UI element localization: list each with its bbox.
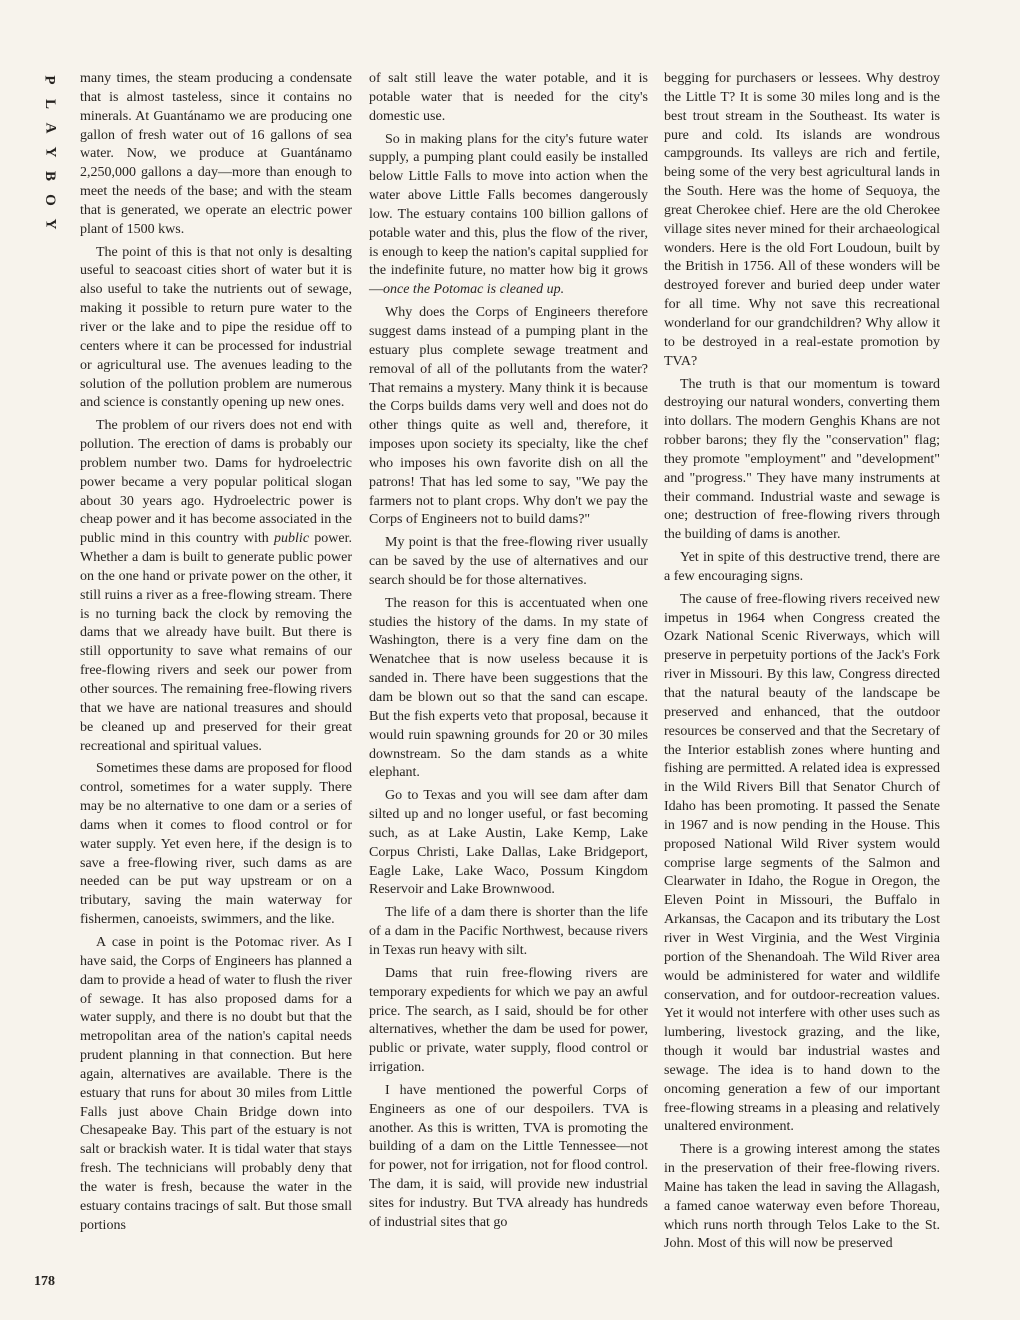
text-run: The problem of our rivers does not end with pollution. The erection of dams is probably our problem number two. Dams for hydroelectric power became a very popular political slogan about 30 years ago. Hydroelectric power is cheap power and it has become associated in the public mind in this country with [80, 418, 352, 547]
paragraph: A case in point is the Potomac river. As I have said, the Corps of Engineers has planned a dam to provide a head of water to flush the river of sewage. It has also proposed dams for a water supply, and there is no doubt but that the metropolitan area of the nation's capital needs prudent planning in that connection. But here again, alternatives are available. There is the estuary that runs for about 30 miles from Little Falls just above Chain Bridge down into Chesapeake Bay. This part of the estuary is not salt or brackish water. It is tidal water that stays fresh. The technicians will probably deny that the water is fresh, because the water in the estuary contains tracings of salt. But those small portions [80, 934, 352, 1233]
paragraph: The reason for this is accentuated when one studies the history of the dams. In my state of Washington, there is a very fine dam on the Wenatchee that is now useless because it is sanded in. There have been suggestions that the dam be blown out so that the sand can escape. But the fish experts veto that proposal, because it would ruin spawning grounds for 20 or 30 miles downstream. So the dam stands as a white elephant. [369, 595, 648, 781]
paragraph: The life of a dam there is shorter than the life of a dam in the Pacific Northwest, because rivers in Texas run heavy with silt. [369, 905, 648, 958]
masthead-letter: P [41, 75, 58, 85]
masthead-letter: B [41, 170, 58, 182]
paragraph: Sometimes these dams are proposed for flood control, sometimes for a water supply. There may be no alternative to one dam or a series of dams when it comes to flood control or for water supply. Yet even here, if the design is to save a free-flowing river, such dams as are needed can be put way upstream or on a tributary, saving the main waterway for fishermen, canoeists, swimmers, and the like. [80, 761, 352, 928]
paragraph [80, 417, 352, 756]
italic-text: once the Potomac is cleaned up. [383, 282, 565, 298]
text-column-1 [80, 70, 352, 1239]
text-column-3 [664, 70, 940, 1258]
masthead [38, 68, 62, 236]
paragraph: begging for purchasers or lessees. Why destroy the Little T? It is some 30 miles long and is the best trout stream in the Southeast. Its water is pure and cold. Its islands are wondrous campgrounds. Its valleys are rich and fertile, being some of the very best agricultural lands in the South. Here was the home of Sequoya, the great Cherokee chief. Here are the old Cherokee village sites never mined for their archaeological wonders. Here is the old Fort Loudoun, built by the British in 1756. All of these wonders will be destroyed forever and buried deep under water for all time. Why not save this recreational wonderland for our grandchildren? Why allow it to be destroyed in a real-estate promotion by TVA? [664, 71, 940, 369]
masthead-letter: A [42, 122, 58, 134]
italic-text: public [274, 531, 310, 547]
text-column-2 [369, 70, 648, 1237]
paragraph: Go to Texas and you will see dam after dam silted up and no longer useful, or fast becoming such, as at Lake Austin, Lake Kemp, Lake Corpus Christi, Lake Dallas, Lake Bridgeport, Eagle Lake, Lake Waco, Possum Kingdom Reservoir and Lake Brownwood. [369, 788, 648, 898]
masthead-letter: Y [42, 218, 58, 230]
page-number: 178 [34, 1274, 55, 1289]
masthead-letter: L [41, 98, 58, 110]
text-run: So in making plans for the city's future water supply, a pumping plant could easily be installed below Little Falls to move into action when the water above Little Falls becomes dangerously low. The estuary contains 100 billion gallons of potable water and this, plus the flow of the river, is enough to keep the nation's capital supplied for the indefinite future, no matter how big it grows— [369, 131, 648, 298]
paragraph: I have mentioned the powerful Corps of Engineers as one of our despoilers. TVA is another. As this is written, TVA is promoting the building of a dam on the Little Tennessee—not for power, not for irrigation, not for flood control. The dam, it is said, will provide new industrial sites for industry. But TVA already has hundreds of industrial sites that go [369, 1082, 648, 1230]
paragraph: The point of this is that not only is desalting useful to seacoast cities short of water but it is also useful to take the nutrients out of sewage, making it possible to return pure water to the river or the lake and to pipe the residue off to centers where it can be processed for industrial or agricultural use. The avenues leading to the solution of the pollution problem are numerous and science is constantly opening up new ones. [80, 244, 352, 411]
masthead-letter: Y [42, 146, 58, 158]
text-run: power. Whether a dam is built to generate public power on the one hand or private power on the other, it still ruins a river as a free-flowing stream. There is no turning back the clock by removing the dams that we already have built. But there is still opportunity to save what remains of our free-flowing rivers and seek our power from other sources. The remaining free-flowing rivers that we have are national treasures and should be cleaned up and preserved for their great recreational and spiritual values. [80, 531, 353, 754]
paragraph: My point is that the free-flowing river usually can be saved by the use of alternatives and our search should be for those alternatives. [369, 535, 648, 588]
paragraph: The cause of free-flowing rivers received new impetus in 1964 when Congress created the Ozark National Scenic Riverways, which will preserve in perpetuity portions of the Jack's Fork river in Missouri. By this law, Congress directed that the natural beauty of the landscape be preserved and enhanced, that the outdoor resources be conserved and that the Secretary of the Interior establish zones where hunting and fishing are permitted. A related idea is expressed in the Wild Rivers Bill that Senator Church of Idaho has been promoting. It passed the Senate in 1967 and is now pending in the House. This proposed National Wild River system would comprise large segments of the Salmon and Clearwater in Idaho, the Rogue in Oregon, the Eleven Point in Missouri, the Buffalo in Arkansas, the Cacapon and its tributary the Lost river in West Virginia, and the West Virginia portion of the Shenandoah. The Wild River area would be administered for water and wildlife conservation, and for outdoor-recreation values. Yet it would not interfere with other uses such as lumbering, livestock grazing, and the like, though it would bar industrial wastes and sewage. The idea is to hand down to the oncoming generation a few of our important free-flowing streams in a pleasing and relatively unaltered environment. [664, 591, 940, 1135]
paragraph: Why does the Corps of Engineers therefore suggest dams instead of a pumping plant in the estuary plus complete sewage treatment and removal of all of the pollutants from the water? That remains a mystery. Many think it is because the Corps builds dams very well and does not do other things quite as well and, therefore, it imposes upon society its specialty, like the chef who imposes his own favorite dish on all the patrons! That has led some to say, "We pay the farmers not to plant crops. Why don't we pay the Corps of Engineers not to build dams?" [369, 305, 648, 528]
paragraph: Dams that ruin free-flowing rivers are temporary expedients for which we pay an awful price. The search, as I said, should be for other alternatives, whether the dam be used for power, public or private, water supply, flood control or irrigation. [369, 965, 648, 1076]
paragraph: of salt still leave the water potable, and it is potable water that is needed for the city's domestic use. [369, 71, 648, 124]
paragraph: There is a growing interest among the states in the preservation of their free-flowing rivers. Maine has taken the lead in saving the Allagash, a famed canoe waterway even before Thoreau, which runs north through Telos Lake to the St. John. Most of this will now be preserved [664, 1142, 940, 1252]
paragraph: Yet in spite of this destructive trend, there are a few encouraging signs. [664, 550, 940, 584]
paragraph: many times, the steam producing a condensate that is almost tasteless, since it contains no minerals. At Guantánamo we are producing one gallon of fresh water out of 16 gallons of sea water. Now, we produce at Guantánamo 2,250,000 gallons a day—more than enough to meet the needs of the base; and with the steam that is generated, we operate an electric power plant of 1500 kws. [80, 71, 352, 237]
paragraph: The truth is that our momentum is toward destroying our natural wonders, converting them into dollars. The modern Genghis Khans are not robber barons; they fly the "conservation" flag; they promote "employment" and "development" and "progress." They have many instruments at their command. Industrial waste and sewage is one; destruction of free-flowing rivers through the building of dams is another. [664, 376, 940, 543]
paragraph [369, 131, 648, 301]
masthead-letter: O [41, 194, 58, 206]
